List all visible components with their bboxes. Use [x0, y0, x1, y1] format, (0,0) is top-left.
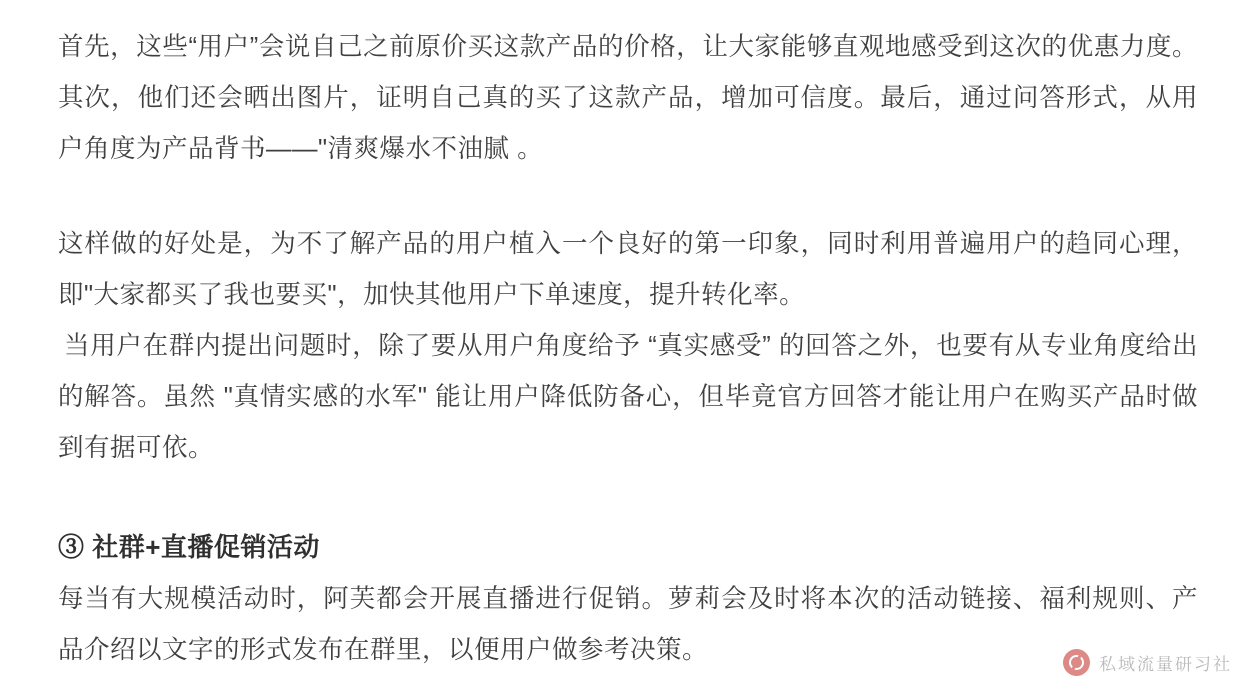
- paragraph-3: 当用户在群内提出问题时，除了要从用户角度给予 “真实感受” 的回答之外，也要有从专业角度给出的解答。虽然 "真情实感的水军" 能让用户降低防备心，但毕竟官方回答才能让用户在购买产品时做到有据可依。: [58, 332, 1198, 462]
- watermark: [1063, 649, 1232, 676]
- paragraph-2: 这样做的好处是，为不了解产品的用户植入一个良好的第一印象，同时利用普遍用户的趋同心理，即"大家都买了我也要买"，加快其他用户下单速度，提升转化率。: [58, 230, 1198, 309]
- watermark-label: 私域流量研习社: [1099, 655, 1232, 674]
- document-body: [58, 22, 1198, 676]
- section-heading: ③ 社群+直播促销活动: [58, 532, 320, 562]
- paragraph-1: 首先，这些“用户”会说自己之前原价买这款产品的价格，让大家能够直观地感受到这次的优惠力度。其次，他们还会晒出图片，证明自己真的买了这款产品，增加可信度。最后，通过问答形式，从用户角度为产品背书——"清爽爆水不油腻 。: [58, 33, 1198, 163]
- wechat-official-account-logo-icon: [1063, 649, 1090, 676]
- paragraph-4: 每当有大规模活动时，阿芙都会开展直播进行促销。萝莉会及时将本次的活动链接、福利规则、产品介绍以文字的形式发布在群里，以便用户做参考决策。: [58, 585, 1198, 664]
